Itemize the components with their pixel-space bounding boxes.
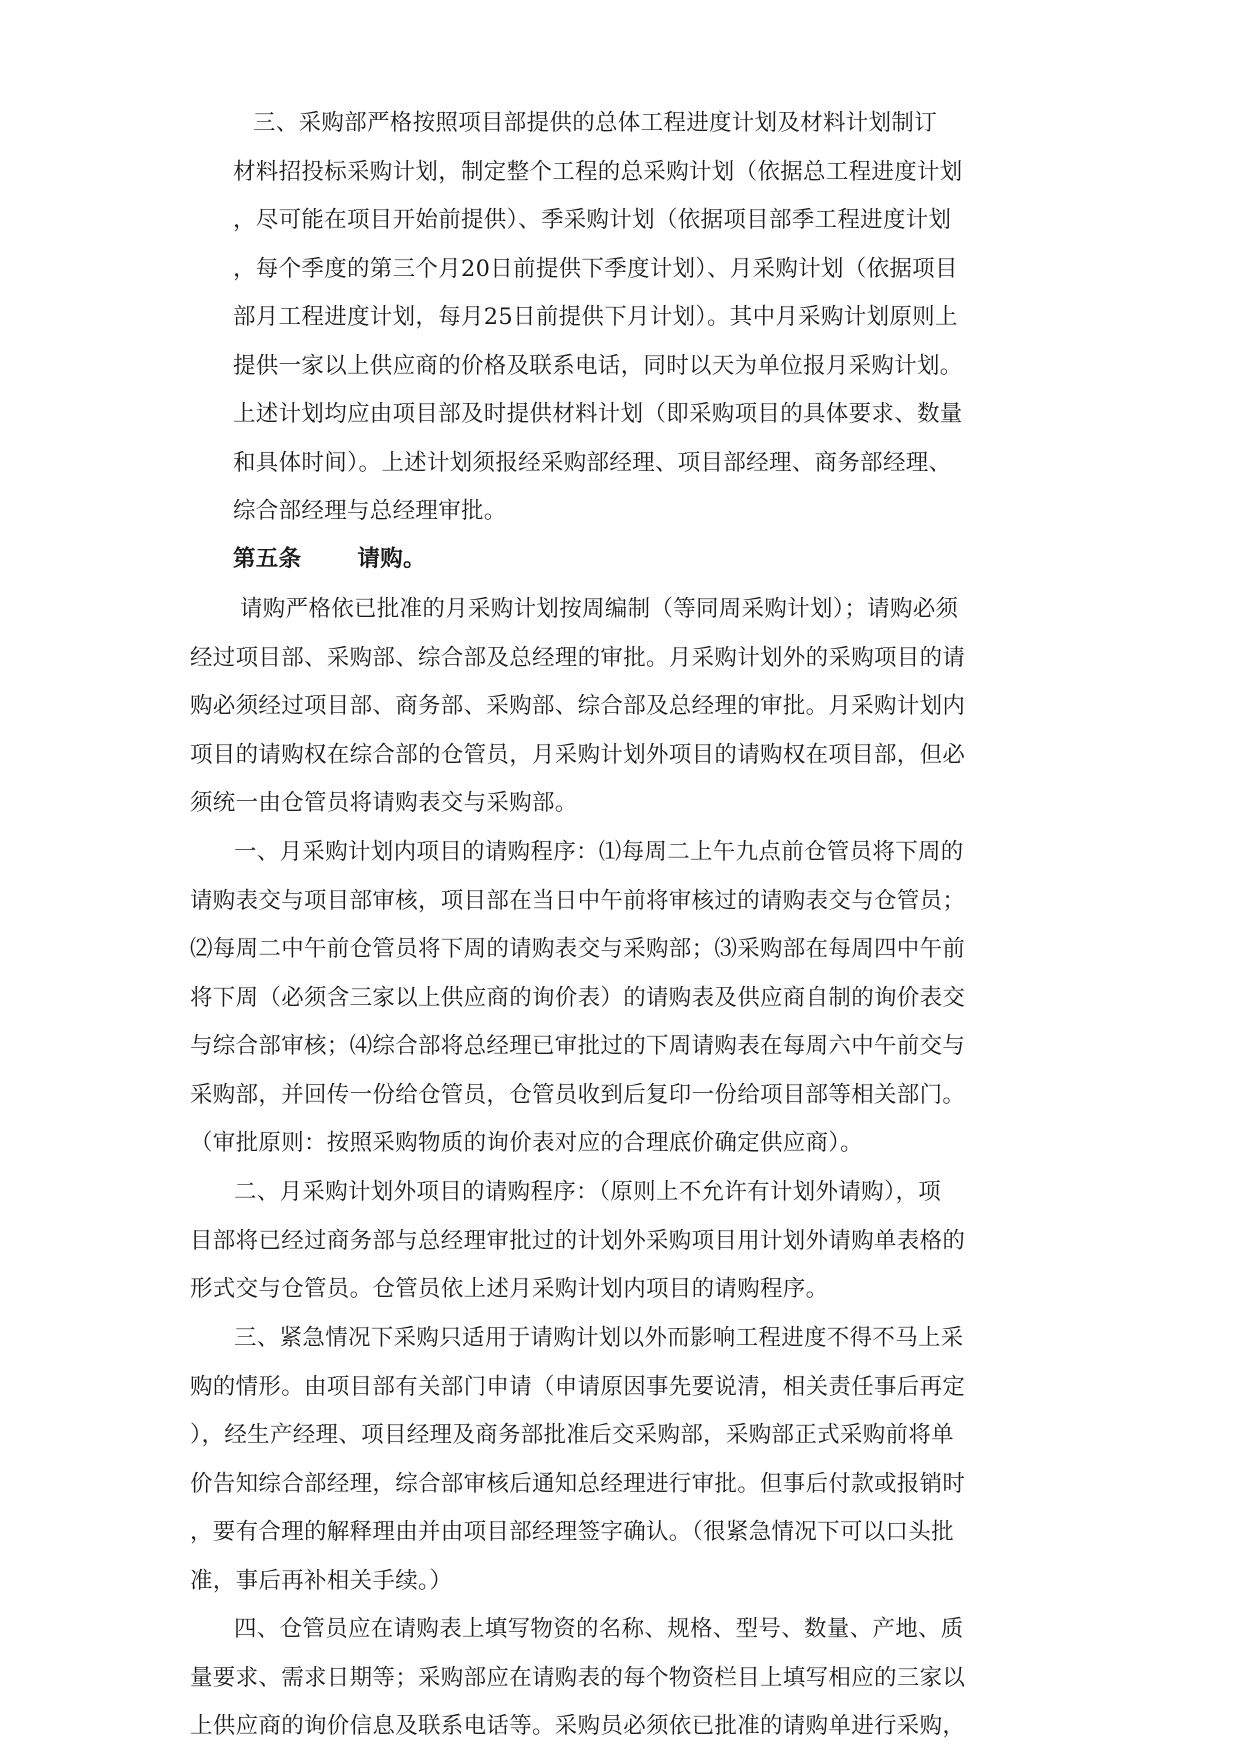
item-two — [190, 1168, 965, 1314]
article-number: 第五条 — [233, 546, 302, 572]
text-line: 准，事后再补相关手续。） — [190, 1567, 453, 1594]
text-line: 购必须经过项目部、商务部、采购部、综合部及总经理的审批。月采购计划内 — [190, 693, 966, 719]
text-line: 三、采购部严格按照项目部提供的总体工程进度计划及材料计划制订 — [253, 110, 938, 136]
article-five-intro — [190, 585, 965, 828]
text-line: 四、仓管员应在请购表上填写物资的名称、规格、型号、数量、产地、质 — [234, 1616, 964, 1642]
text-line: ，每个季度的第三个月20日前提供下季度计划）、月采购计划（依据项目 — [233, 255, 958, 282]
text-line: 与综合部审核；⑷综合部将总经理已审批过的下周请购表在每周六中午前交与 — [190, 1033, 966, 1059]
text-line: 提供一家以上供应商的价格及联系电话，同时以天为单位报月采购计划。 — [233, 352, 963, 379]
text-line: ），经生产经理、项目经理及商务部批准后交采购部，采购部正式采购前将单 — [190, 1422, 954, 1448]
text-line: 目部将已经过商务部与总经理审批过的计划外采购项目用计划外请购单表格的 — [190, 1227, 966, 1254]
text-line: 购的情形。由项目部有关部门申请（申请原因事先要说清，相关责任事后再定 — [190, 1373, 966, 1400]
text-line: 须统一由仓管员将请购表交与采购部。 — [190, 790, 578, 816]
text-line: 请购严格依已批准的月采购计划按周编制（等同周采购计划）；请购必须 — [240, 596, 959, 622]
text-line: 经过项目部、采购部、综合部及总经理的审批。月采购计划外的采购项目的请 — [190, 644, 966, 671]
text-line: 上述计划均应由项目部及时提供材料计划（即采购项目的具体要求、数量 — [233, 401, 963, 427]
text-line: 二、月采购计划外项目的请购程序：（原则上不允许有计划外请购），项 — [234, 1179, 942, 1205]
item-three — [190, 1314, 965, 1605]
text-line: ，尽可能在项目开始前提供）、季采购计划（依据项目部季工程进度计划 — [233, 207, 952, 233]
text-line: 量要求、需求日期等；采购部应在请购表的每个物资栏目上填写相应的三家以 — [190, 1664, 966, 1691]
text-line: （审批原则：按照采购物质的询价表对应的合理底价确定供应商）。 — [190, 1130, 863, 1156]
text-line: 形式交与仓管员。仓管员依上述月采购计划内项目的请购程序。 — [190, 1276, 829, 1302]
section-three-plan — [233, 99, 963, 536]
article-five-heading — [233, 535, 426, 584]
text-line: 材料招投标采购计划，制定整个工程的总采购计划（依据总工程进度计划 — [233, 158, 963, 185]
text-line: 一、月采购计划内项目的请购程序：⑴每周二上午九点前仓管员将下周的 — [234, 839, 964, 865]
text-line: 和具体时间）。上述计划须报经采购部经理、项目部经理、商务部经理、 — [233, 449, 952, 476]
text-line: 项目的请购权在综合部的仓管员，月采购计划外项目的请购权在项目部，但必 — [190, 741, 966, 768]
text-line: 三、紧急情况下采购只适用于请购计划以外而影响工程进度不得不马上采 — [234, 1325, 964, 1351]
item-one — [190, 828, 965, 1168]
text-line: 将下周（必须含三家以上供应商的询价表）的请购表及供应商自制的询价表交 — [190, 984, 966, 1011]
item-four — [190, 1605, 965, 1751]
text-line: 上供应商的询价信息及联系电话等。采购员必须依已批准的请购单进行采购， — [190, 1713, 966, 1739]
text-line: 价告知综合部经理，综合部审核后通知总经理进行审批。但事后付款或报销时 — [190, 1470, 966, 1497]
text-line: ⑵每周二中午前仓管员将下周的请购表交与采购部；⑶采购部在每周四中午前 — [190, 936, 966, 962]
text-line: ，要有合理的解释理由并由项目部经理签字确认。（很紧急情况下可以口头批 — [190, 1519, 954, 1545]
text-line: 请购表交与项目部审核，项目部在当日中午前将审核过的请购表交与仓管员； — [190, 887, 966, 914]
article-title: 请购。 — [357, 546, 426, 572]
text-line: 部月工程进度计划，每月25日前提供下月计划）。其中月采购计划原则上 — [233, 304, 958, 330]
text-line: 采购部，并回传一份给仓管员，仓管员收到后复印一份给项目部等相关部门。 — [190, 1081, 966, 1108]
text-line: 综合部经理与总经理审批。 — [233, 498, 507, 524]
